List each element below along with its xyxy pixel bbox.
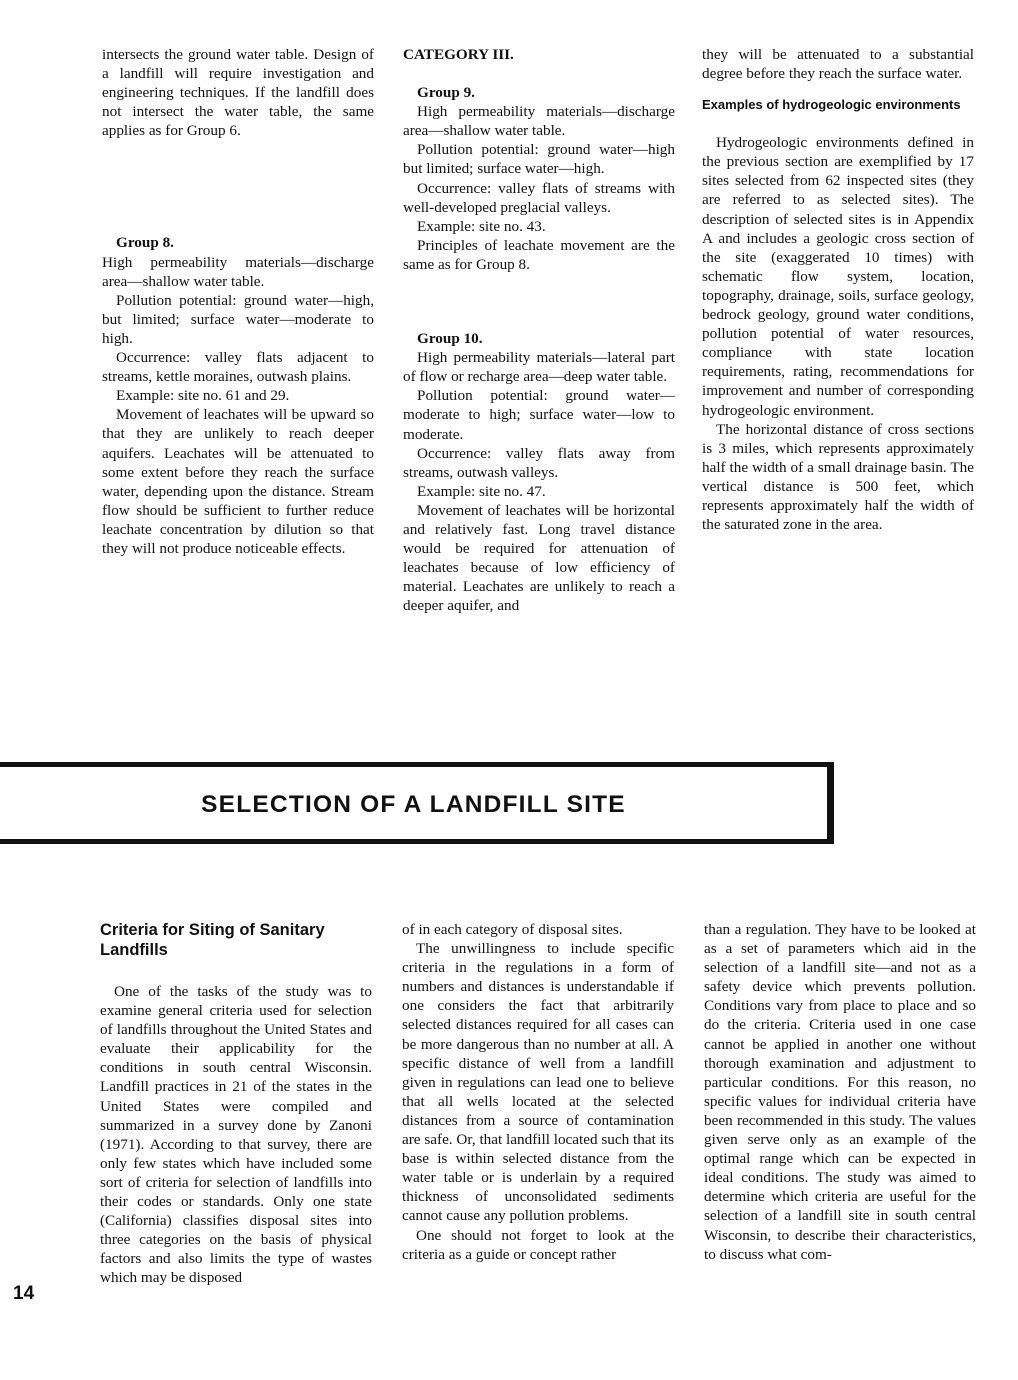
group-8-materials: High permeability materials—discharge area—shallow water table. (102, 253, 374, 290)
group-8-heading: Group 8. (116, 234, 174, 252)
bottom-column-2 (402, 920, 674, 1264)
category-iii-heading: CATEGORY III. (403, 46, 514, 63)
examples-section-heading: Examples of hydrogeologic environments (702, 97, 961, 113)
group-8-occurrence: Occurrence: valley flats adjacent to streams, kettle moraines, outwash plains. (102, 349, 374, 386)
group-9-pollution-potential: Pollution potential: ground water—high but limited; surface water—high. (403, 141, 675, 178)
regulation-parameters-paragraph: than a regulation. They have to be looked at as a set of parameters which aid in the selection of a landfill site—and not as a safety device which prevents pollution. Conditions vary from place to place and so do the criteria. Criteria used in one case cannot be applied in another one without thorough examination and adjustment to particular conditions. For this reason, no specific values for individual criteria have been recommended in this study. The values given serve only as an example of the optimal range which can be expected in ideal conditions. The study was aimed to determine which criteria are useful for the selection of a landfill site in south central Wisconsin, to describe their characteristics, to discuss what com- (704, 921, 976, 1263)
guide-concept-paragraph: One should not forget to look at the criteria as a guide or concept rather (402, 1226, 674, 1263)
group-10-materials: High permeability materials—lateral part of flow or recharge area—deep water table. (403, 349, 675, 386)
group-9-heading: Group 9. (417, 84, 475, 102)
group-10-occurrence: Occurrence: valley flats away from streams, outwash valleys. (403, 444, 675, 481)
page-number: 14 (13, 1283, 35, 1304)
group-9-occurrence: Occurrence: valley flats of streams with well-developed preglacial valleys. (403, 179, 675, 216)
criteria-siting-heading: Criteria for Siting of Sanitary Landfills (100, 921, 325, 959)
cross-section-scale-paragraph: The horizontal distance of cross sections is 3 miles, which represents approximately half the width of a small drainage basin. The vertical distance is 500 feet, which represents approximately half the width of the saturated zone in the area. (702, 420, 974, 534)
paragraph-continued-attenuation: they will be attenuated to a substantial degree before they reach the surface water. (702, 46, 974, 83)
group-8-example: Example: site no. 61 and 29. (116, 387, 290, 405)
bottom-column-1 (100, 920, 372, 1288)
bottom-column-3 (704, 920, 976, 1264)
top-column-1 (102, 45, 374, 558)
group-8-leachate-movement: Movement of leachates will be upward so that they are unlikely to reach deeper aquifers. Leachates will be attenuated to some extent before they reach the surface water, depending upon the distance. Stream flow should be sufficient to further reduce leachate concentration by dilution so that they will not produce noticeable effects. (102, 406, 374, 557)
group-8-pollution-potential: Pollution potential: ground water—high, but limited; surface water—moderate to high. (102, 291, 374, 347)
group-9-example: Example: site no. 43. (417, 217, 546, 235)
paragraph-continued-categories: of in each category of disposal sites. (402, 921, 623, 938)
section-banner (0, 762, 834, 844)
group-10-example: Example: site no. 47. (417, 482, 546, 500)
group-10-heading: Group 10. (417, 330, 483, 348)
group-9-principles: Principles of leachate movement are the same as for Group 8. (403, 236, 675, 273)
group-10-leachate-movement: Movement of leachates will be horizontal and relatively fast. Long travel distance would be required for attenuation of leachates because of low efficiency of material. Leachates are unlikely to reach a deeper aquifer, and (403, 501, 675, 615)
top-column-3 (702, 45, 974, 534)
section-title: SELECTION OF A LANDFILL SITE (201, 791, 626, 818)
unwillingness-paragraph: The unwillingness to include specific criteria in the regulations in a form of numbers and distances is understandable if one considers the fact that arbitrarily selected distances required for all cases can be more dangerous than no number at all. A specific distance of well from a landfill given in regulations can lead one to believe that all wells located at the selected distances from a source of contamination are safe. Or, that landfill located such that its base is within selected distance from the water table or is underlain by a required thickness of unconsolidated sediments cannot cause any pollution problems. (402, 940, 674, 1225)
group-10-pollution-potential: Pollution potential: ground water—moderate to high; surface water—low to moderate. (403, 387, 675, 443)
criteria-intro-paragraph: One of the tasks of the study was to examine general criteria used for selection of landfills throughout the United States and evaluate their applicability for the conditions in south central Wisconsin. Landfill practices in 21 of the states in the United States were compiled and summarized in a survey done by Zanoni (1971). According to that survey, there are only few states which have included some sort of criteria for selection of landfills into their codes or standards. Only one state (California) classifies disposal sites into three categories on the basis of physical factors and also limits the type of wastes which may be disposed (100, 983, 372, 1287)
group-9-materials: High permeability materials—discharge area—shallow water table. (403, 103, 675, 140)
paragraph-continued-group7: intersects the ground water table. Design of a landfill will require investigation and engineering techniques. If the landfill does not intersect the water table, the same applies as for Group 6. (102, 46, 374, 140)
hydrogeologic-environments-paragraph: Hydrogeologic environments defined in the previous section are exemplified by 17 sites selected from 62 inspected sites (they are referred to as selected sites). The description of selected sites is in Appendix A and includes a geologic cross section of the site (exaggerated 10 times) with schematic flow system, location, topography, drainage, soils, surface geology, bedrock geology, ground water conditions, pollution potential of water resources, compliance with state location requirements, rating, recommendations for improvement and number of corresponding hydrogeologic environment. (702, 134, 974, 419)
top-column-2 (403, 45, 675, 615)
